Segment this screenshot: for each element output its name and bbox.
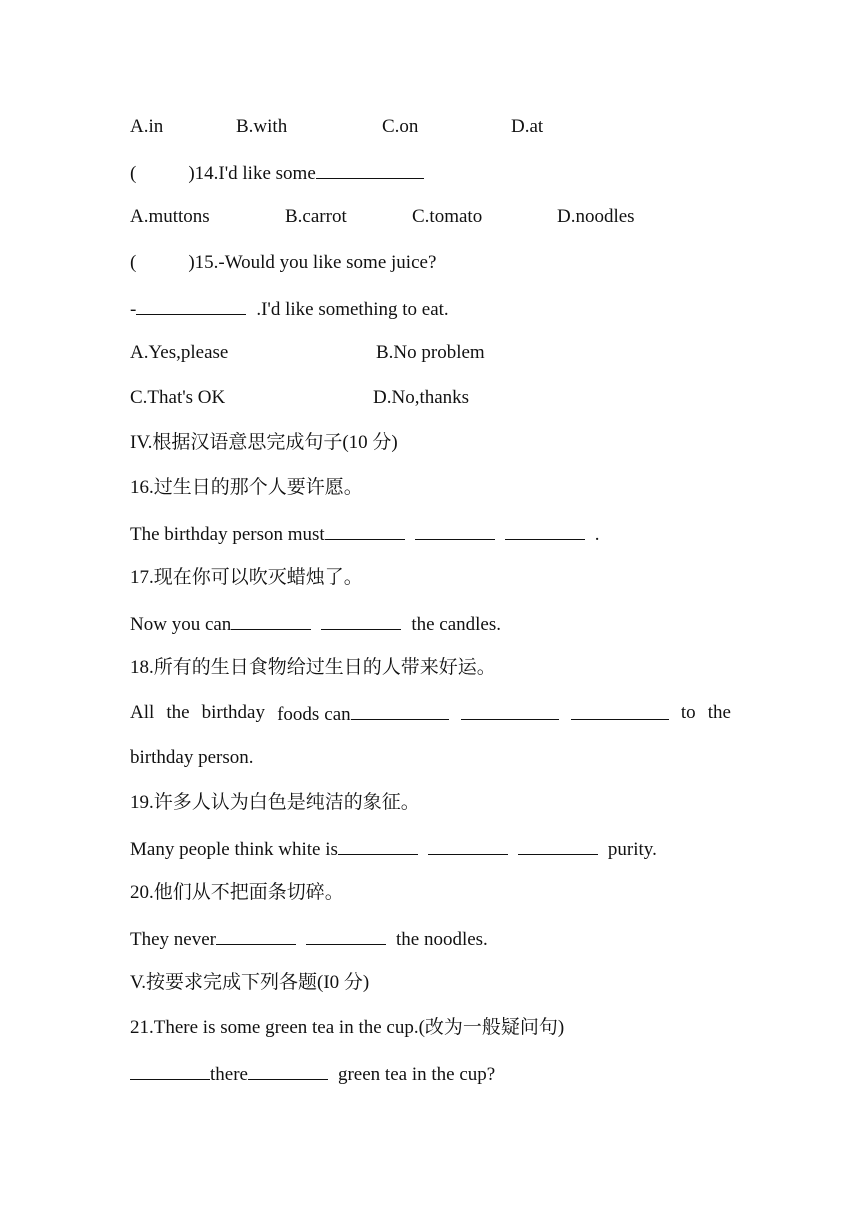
q16-english xyxy=(130,521,599,547)
q14-option-b[interactable]: B.carrot xyxy=(285,206,347,227)
q16-text-before: The birthday person must xyxy=(130,524,325,545)
q16-blank-1[interactable] xyxy=(325,521,405,540)
q15-option-d[interactable]: D.No,thanks xyxy=(373,387,470,408)
q21-answer-line xyxy=(130,1061,495,1087)
q21-blank-2[interactable] xyxy=(248,1061,328,1080)
q20-text-after: the noodles. xyxy=(395,929,488,950)
q15-option-c[interactable]: C.That's OK xyxy=(130,387,226,408)
q14-blank[interactable] xyxy=(316,160,424,179)
q20-text-before: They never xyxy=(130,929,216,950)
q16-blank-2[interactable] xyxy=(415,521,495,540)
q18-english-cont: birthday person. xyxy=(130,747,254,768)
q20-blank-1[interactable] xyxy=(216,926,296,945)
q18-blank-1[interactable] xyxy=(351,701,449,720)
q17-english xyxy=(130,611,501,637)
q20-chinese: 20.他们从不把面条切碎。 xyxy=(130,882,344,903)
q17-chinese: 17.现在你可以吹灭蜡烛了。 xyxy=(130,567,363,588)
q15-blank[interactable] xyxy=(136,296,246,315)
q18-chinese: 18.所有的生日食物给过生日的人带来好运。 xyxy=(130,657,496,678)
q15-options-cd xyxy=(130,386,730,410)
q20-english xyxy=(130,926,488,952)
q15-options-ab xyxy=(130,341,730,365)
q15-stem-line xyxy=(130,251,436,275)
q18-word-to: to xyxy=(680,702,696,723)
q18-word-foods: foods can xyxy=(277,701,449,727)
q17-blank-1[interactable] xyxy=(231,611,311,630)
q14-option-c[interactable]: C.tomato xyxy=(412,206,483,227)
q18-word-can: can xyxy=(324,704,351,725)
q15-reply-suffix: .I'd like something to eat. xyxy=(256,299,449,320)
q18-blank-2[interactable] xyxy=(461,701,559,720)
q17-text-before: Now you can xyxy=(130,614,232,635)
q13-option-c[interactable]: C.on xyxy=(382,116,419,137)
q21-stem: 21.There is some green tea in the cup.(改为一般疑问句) xyxy=(130,1017,565,1038)
q15-reply-prefix: - xyxy=(130,299,137,320)
q15-option-b[interactable]: B.No problem xyxy=(376,342,485,363)
q14-stem: 14.I'd like some xyxy=(194,163,316,184)
q18-blank-3[interactable] xyxy=(571,701,669,720)
q16-text-after: . xyxy=(594,524,600,545)
q19-text-before: Many people think white is xyxy=(130,839,338,860)
q16-blank-3[interactable] xyxy=(505,521,585,540)
q13-option-b[interactable]: B.with xyxy=(236,116,288,137)
q14-paren-close: ) xyxy=(188,163,195,184)
q19-text-after: purity. xyxy=(607,839,657,860)
q19-chinese: 19.许多人认为白色是纯洁的象征。 xyxy=(130,792,420,813)
q18-english xyxy=(130,701,731,727)
q14-options xyxy=(130,205,730,229)
q16-chinese: 16.过生日的那个人要许愿。 xyxy=(130,477,363,498)
q19-blank-3[interactable] xyxy=(518,836,598,855)
q19-blank-2[interactable] xyxy=(428,836,508,855)
q18-word-the: the xyxy=(166,702,190,723)
q18-word-the-2: the xyxy=(707,702,731,723)
q21-word-there: there xyxy=(210,1064,248,1085)
q13-option-a[interactable]: A.in xyxy=(130,116,164,137)
q15-paren-close: ) xyxy=(188,252,195,273)
q17-text-after: the candles. xyxy=(411,614,501,635)
section5-heading: V.按要求完成下列各题(I0 分) xyxy=(130,972,370,993)
q21-blank-1[interactable] xyxy=(130,1061,210,1080)
q17-blank-2[interactable] xyxy=(321,611,401,630)
q15-stem: 15.-Would you like some juice? xyxy=(194,252,437,273)
q13-option-d[interactable]: D.at xyxy=(511,116,544,137)
q14-option-a[interactable]: A.muttons xyxy=(130,206,210,227)
q15-paren-open: ( xyxy=(130,252,137,273)
q19-english xyxy=(130,836,657,862)
section4-heading: IV.根据汉语意思完成句子(10 分) xyxy=(130,432,398,453)
q18-word-all: All xyxy=(130,702,155,723)
q18-word-birthday: birthday xyxy=(201,702,265,723)
q15-reply-line xyxy=(130,296,449,322)
q14-stem-line xyxy=(130,160,424,186)
q14-option-d[interactable]: D.noodles xyxy=(557,206,635,227)
q15-option-a[interactable]: A.Yes,please xyxy=(130,342,229,363)
q14-paren-open: ( xyxy=(130,163,137,184)
q19-blank-1[interactable] xyxy=(338,836,418,855)
q20-blank-2[interactable] xyxy=(306,926,386,945)
q13-options xyxy=(130,115,730,139)
q21-text-after: green tea in the cup? xyxy=(337,1064,496,1085)
